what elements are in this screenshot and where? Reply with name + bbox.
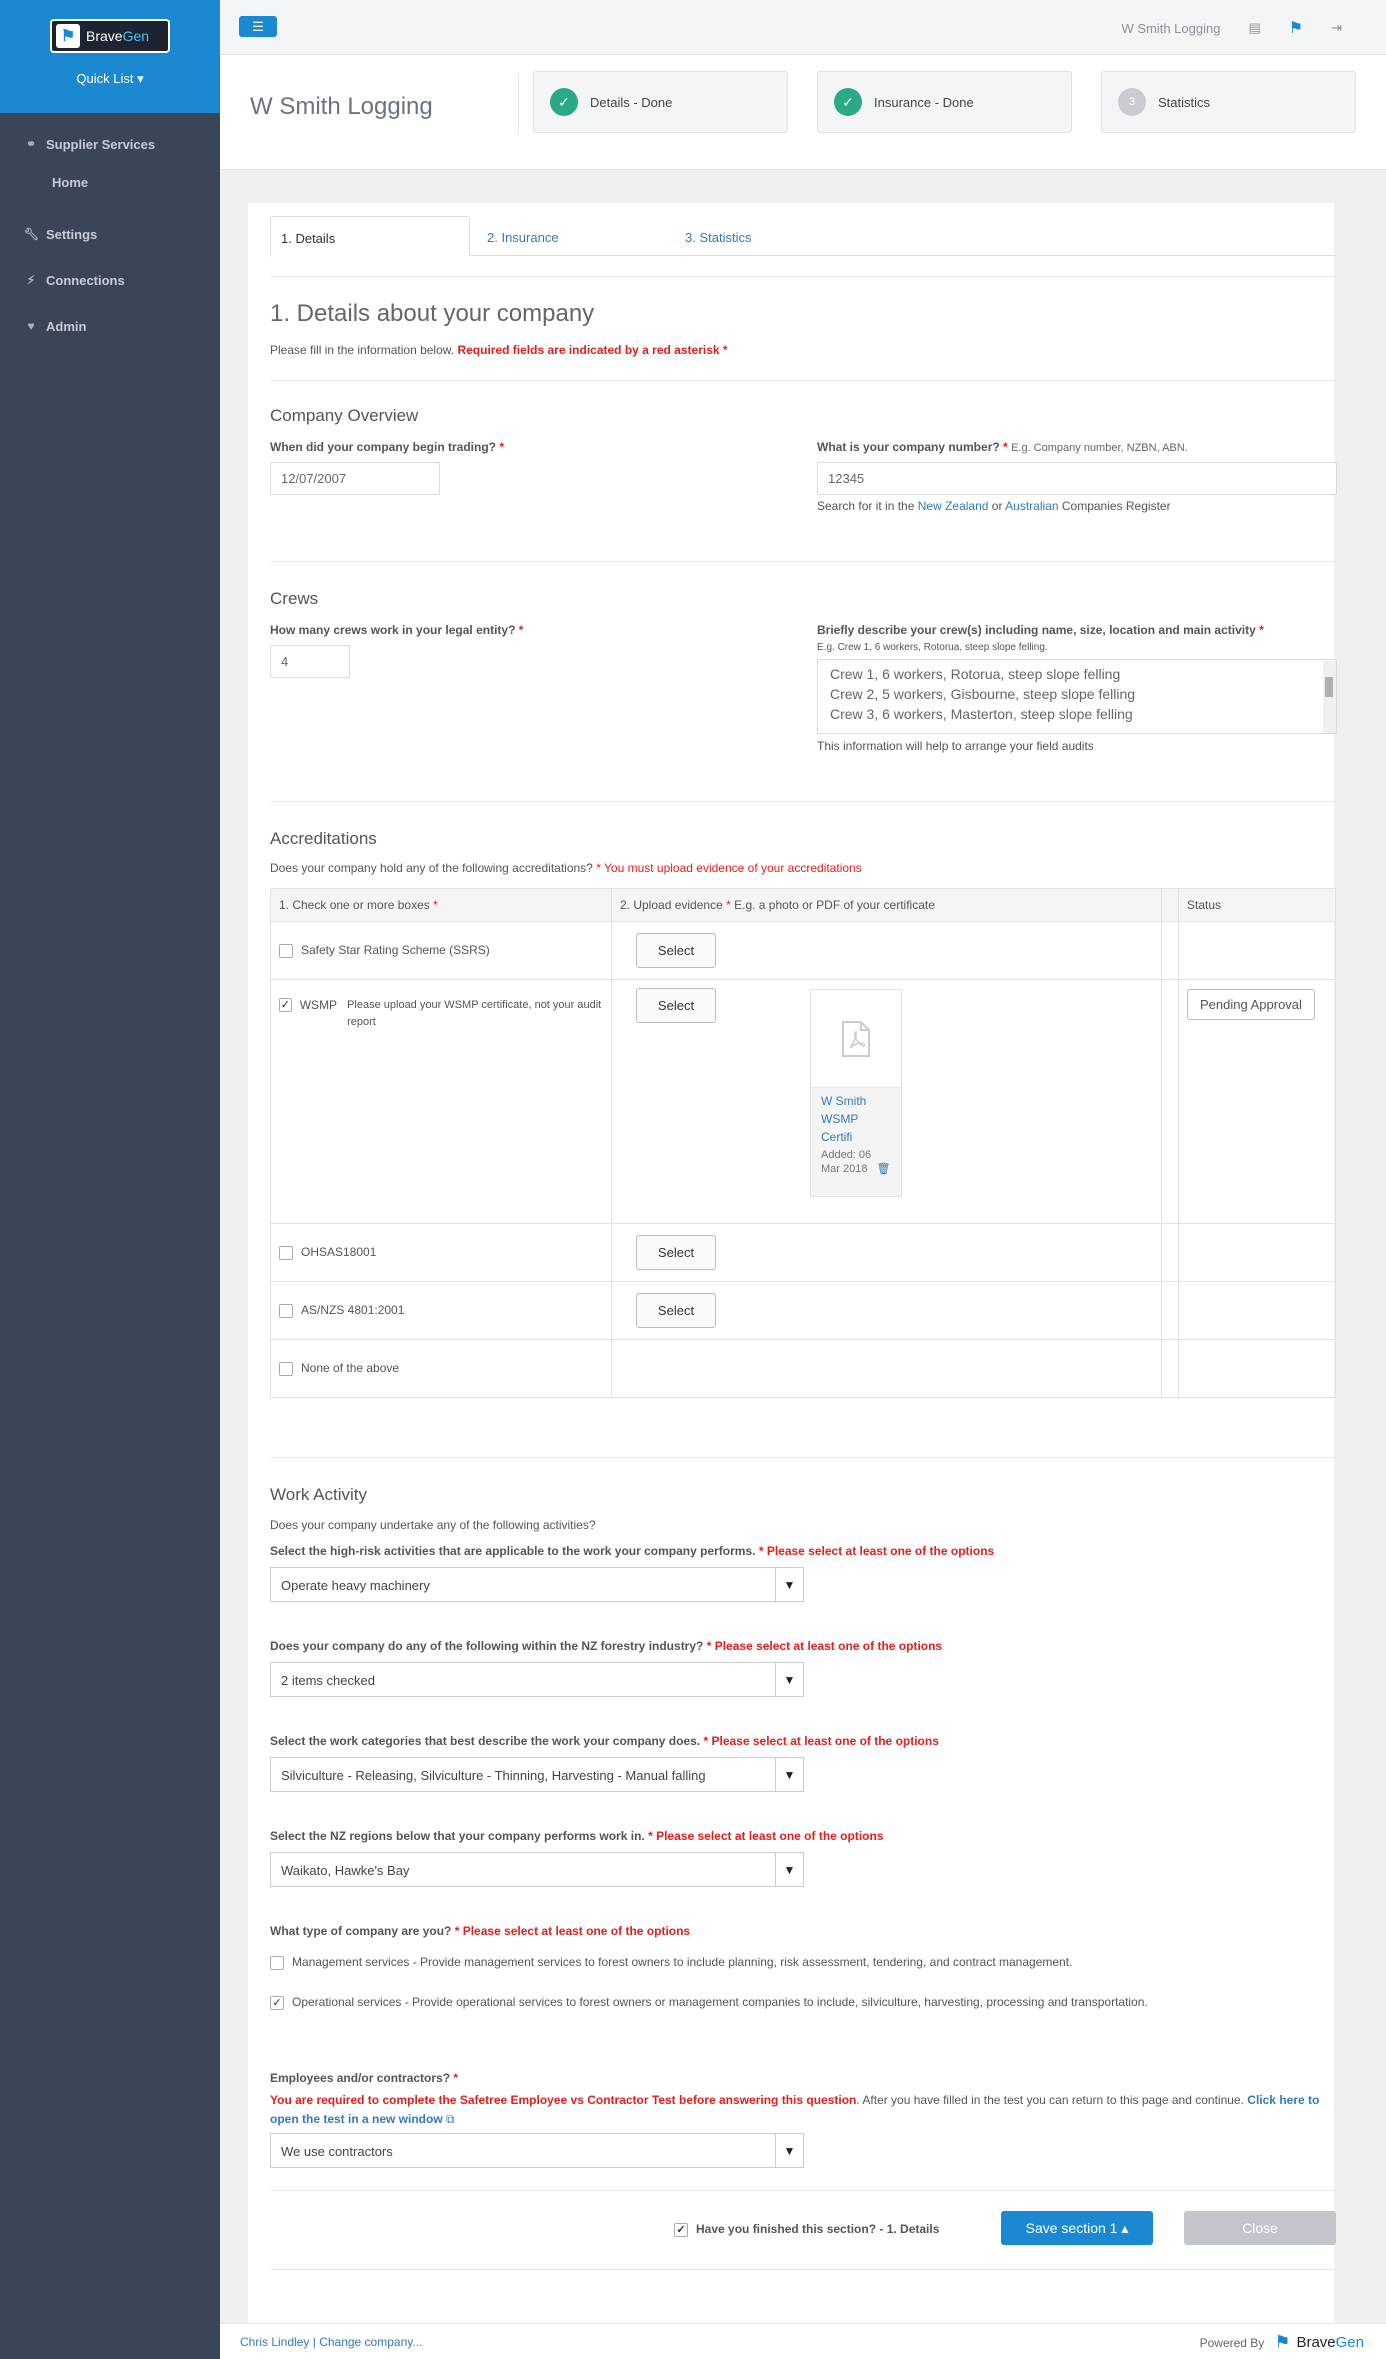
crews-heading: Crews: [270, 589, 319, 608]
none-of-above-checkbox[interactable]: [279, 1362, 293, 1376]
company-number-input[interactable]: 12345: [817, 462, 1337, 495]
employees-label: Employees and/or contractors?: [270, 2071, 451, 2085]
tab-bar: [270, 216, 1336, 256]
footer-brand-prefix: Brave: [1296, 2334, 1336, 2351]
work-activity-heading: Work Activity: [270, 1485, 367, 1504]
section-finished-label: Have you finished this section? - 1. Details: [696, 2222, 940, 2236]
quick-list-dropdown[interactable]: Quick List ▾: [76, 71, 144, 86]
accreditation-name: AS/NZS 4801:2001: [301, 1303, 405, 1318]
select-file-button[interactable]: Select: [636, 933, 716, 968]
accreditations-heading: Accreditations: [270, 829, 377, 848]
select-value: We use contractors: [281, 2144, 393, 2159]
required-asterisk: *: [1259, 623, 1264, 637]
new-zealand-link[interactable]: New Zealand: [917, 499, 989, 513]
regions-select[interactable]: [270, 1852, 804, 1887]
employee-test-warning: You are required to complete the Safetree Employee vs Contractor Test before answering this question: [270, 2093, 857, 2107]
employee-test-link[interactable]: Click here to open the test in a new window: [270, 2093, 1320, 2126]
logo-text-prefix: Brave: [86, 28, 123, 44]
accreditation-note: Please upload your WSMP certificate, not your audit report: [347, 999, 602, 1028]
regions-label: Select the NZ regions below that your company performs work in.: [270, 1829, 645, 1843]
required-note: * Please select at least one of the options: [703, 1734, 939, 1748]
dropdown-arrow-icon: ▼: [775, 1758, 803, 1791]
step-label: Insurance - Done: [874, 94, 974, 110]
bravegen-bird-icon[interactable]: ⚑: [1288, 20, 1304, 37]
ssrs-checkbox[interactable]: [279, 944, 293, 958]
accreditation-name: WSMP: [299, 998, 338, 1012]
step-statistics[interactable]: [1101, 71, 1356, 133]
company-name-link[interactable]: W Smith Logging: [1121, 20, 1221, 36]
crew-line: Crew 2, 5 workers, Gisbourne, steep slope felling: [830, 686, 1136, 702]
logo-text-suffix: Gen: [122, 28, 150, 44]
table-row: [271, 1282, 1336, 1340]
wrench-icon: 🔧︎: [24, 227, 40, 241]
search-or: or: [991, 499, 1003, 513]
accreditation-name: Safety Star Rating Scheme (SSRS): [301, 943, 490, 958]
footer-separator: |: [312, 2335, 316, 2349]
bravegen-bird-icon: ⚑: [1274, 2332, 1291, 2352]
dropdown-arrow-icon: ▼: [775, 1568, 803, 1601]
tab-insurance[interactable]: 2. Insurance: [487, 230, 559, 245]
accreditation-name: OHSAS18001: [301, 1245, 377, 1260]
work-intro: Does your company undertake any of the following activities?: [270, 1518, 596, 1532]
accreditation-required-note: * You must upload evidence of your accreditations: [596, 861, 862, 875]
menu-toggle-button[interactable]: [239, 16, 277, 37]
pdf-file-icon: [811, 990, 901, 1088]
trash-icon[interactable]: 🗑︎: [876, 1163, 891, 1175]
table-row: [271, 1340, 1336, 1398]
crew-count-label: How many crews work in your legal entity?: [270, 623, 516, 637]
current-user-link[interactable]: Chris Lindley: [240, 2335, 310, 2349]
column-hint: E.g. a photo or PDF of your certificate: [734, 898, 935, 912]
list-icon[interactable]: ▤: [1248, 20, 1261, 35]
required-asterisk: *: [499, 440, 505, 454]
pdf-icon: [841, 1020, 871, 1058]
table-row: [271, 980, 1336, 1224]
sidebar-item-label: Home: [52, 174, 89, 190]
required-asterisk: *: [1003, 440, 1008, 454]
file-name-line[interactable]: Certifi: [821, 1130, 853, 1144]
option-label: Management services - Provide management services to forest owners to include planning, risk assessment, tendering, and contract management.: [292, 1955, 1073, 1969]
sidebar-item-admin[interactable]: [0, 309, 220, 343]
accreditations-table: [270, 888, 1336, 1398]
crew-line: Crew 1, 6 workers, Rotorua, steep slope felling: [830, 666, 1121, 682]
ohsas-checkbox[interactable]: [279, 1246, 293, 1260]
file-name-line[interactable]: WSMP: [821, 1112, 859, 1126]
page-title: W Smith Logging: [250, 93, 433, 120]
high-risk-label: Select the high-risk activities that are applicable to the work your company performs.: [270, 1544, 756, 1558]
tab-statistics[interactable]: 3. Statistics: [685, 230, 752, 245]
trading-label: When did your company begin trading?: [270, 440, 497, 454]
accreditation-question: Does your company hold any of the following accreditations?: [270, 861, 593, 875]
divider: [270, 380, 1336, 381]
sidebar-item-supplier-services[interactable]: [0, 127, 220, 161]
sidebar-item-home[interactable]: [0, 165, 220, 199]
sidebar-item-label: Settings: [46, 226, 98, 242]
australian-link[interactable]: Australian: [1005, 499, 1059, 513]
company-number-hint: E.g. Company number, NZBN, ABN.: [1011, 442, 1188, 454]
required-note: * Please select at least one of the options: [706, 1639, 943, 1653]
divider: [270, 1457, 1336, 1458]
crew-line: Crew 3, 6 workers, Masterton, steep slope felling: [830, 706, 1133, 722]
heart-icon: ♥: [27, 319, 35, 333]
search-suffix: Companies Register: [1061, 499, 1171, 513]
status-badge: Pending Approval: [1187, 989, 1315, 1020]
top-bar: [220, 0, 1386, 55]
textarea-scrollbar[interactable]: [1323, 661, 1335, 733]
sidebar-item-label: Connections: [46, 272, 125, 288]
select-file-button[interactable]: Select: [636, 1293, 716, 1328]
column-header: Status: [1179, 889, 1336, 922]
table-row: [271, 922, 1336, 980]
sidebar-item-label: Supplier Services: [46, 136, 156, 152]
trading-date-input[interactable]: 12/07/2007: [270, 462, 440, 495]
header-divider: [518, 73, 519, 133]
select-value: 2 items checked: [281, 1673, 375, 1688]
file-added-date: Mar 2018: [821, 1163, 868, 1175]
accreditation-name: None of the above: [301, 1361, 400, 1376]
company-overview-heading: Company Overview: [270, 406, 419, 425]
hamburger-icon: ☰: [252, 18, 264, 34]
divider: [270, 801, 1336, 802]
divider: [270, 276, 1336, 277]
sidebar-item-connections[interactable]: [0, 263, 220, 297]
forestry-label: Does your company do any of the following within the NZ forestry industry?: [270, 1639, 704, 1653]
divider: [270, 2190, 1336, 2191]
file-added-date: Added: 06: [821, 1149, 872, 1161]
option-label: Operational services - Provide operational services to forest owners or management companies to include, silviculture, harvesting, processing and transportation.: [292, 1995, 1148, 2009]
required-asterisk: *: [453, 2071, 459, 2085]
company-number-label: What is your company number?: [817, 440, 1000, 454]
select-value: Operate heavy machinery: [281, 1578, 430, 1593]
bravegen-logo[interactable]: [50, 19, 170, 53]
sidebar-item-label: Admin: [46, 318, 87, 334]
step-insurance[interactable]: [817, 71, 1072, 133]
select-file-button[interactable]: Select: [636, 988, 716, 1023]
dropdown-arrow-icon: ▼: [775, 1853, 803, 1886]
operational-services-checkbox[interactable]: ✓: [270, 1996, 284, 2010]
tab-details[interactable]: 1. Details: [270, 216, 470, 257]
required-note: * Please select at least one of the options: [454, 1924, 691, 1938]
section-heading: 1. Details about your company: [270, 300, 595, 327]
step-label: Statistics: [1158, 94, 1211, 110]
required-note: * Please select at least one of the options: [758, 1544, 995, 1558]
step-details[interactable]: [533, 71, 788, 133]
wsmp-checkbox[interactable]: ✓: [280, 999, 290, 1011]
work-categories-select[interactable]: [270, 1757, 804, 1792]
plug-icon: ⚡︎: [26, 273, 36, 287]
sidebar-item-settings[interactable]: [0, 217, 220, 251]
sidebar-nav: [0, 113, 220, 343]
table-header-row: 1. Check one or more boxes * 2. Upload evidence * E.g. a photo or PDF of your certificate Status: [271, 889, 1336, 922]
change-company-link[interactable]: Change company...: [319, 2335, 423, 2349]
search-prefix: Search for it in the: [817, 499, 915, 513]
forestry-select[interactable]: [270, 1662, 804, 1697]
column-header: 2. Upload evidence: [620, 898, 723, 912]
select-value: Silviculture - Releasing, Silviculture - Thinning, Harvesting - Manual falling: [281, 1768, 706, 1783]
sidebar: [0, 0, 220, 2359]
file-name-line[interactable]: W Smith: [821, 1094, 867, 1108]
check-icon: ✓: [834, 88, 862, 116]
sidebar-header: [0, 0, 220, 113]
required-note: * Please select at least one of the options: [648, 1829, 884, 1843]
high-risk-select[interactable]: [270, 1567, 804, 1602]
employees-select[interactable]: [270, 2133, 804, 2168]
check-icon: ✓: [550, 88, 578, 116]
company-type-label: What type of company are you?: [270, 1924, 452, 1938]
section-finished-checkbox[interactable]: ✓: [674, 2223, 688, 2237]
intro-text: Please fill in the information below.: [270, 343, 455, 357]
crew-help-text: This information will help to arrange your field audits: [817, 739, 1094, 753]
management-services-checkbox[interactable]: [270, 1956, 284, 1970]
required-note: Required fields are indicated by a red asterisk *: [457, 343, 728, 357]
column-header: 1. Check one or more boxes: [279, 898, 430, 912]
footer: [220, 2323, 1386, 2359]
form-panel: [248, 203, 1334, 2323]
handshake-icon: ⚭: [25, 137, 37, 151]
close-button[interactable]: Close: [1184, 2211, 1336, 2245]
divider: [270, 2269, 1336, 2270]
crew-describe-hint: E.g. Crew 1, 6 workers, Rotorua, steep slope felling.: [817, 642, 1048, 653]
employee-test-after: . After you have filled in the test you can return to this page and continue.: [856, 2093, 1244, 2107]
powered-by-label: Powered By: [1199, 2335, 1265, 2350]
select-file-button[interactable]: Select: [636, 1235, 716, 1270]
divider: [270, 561, 1336, 562]
dropdown-arrow-icon: ▼: [775, 1663, 803, 1696]
footer-brand-suffix: Gen: [1335, 2334, 1364, 2351]
logout-icon[interactable]: ⇥: [1331, 20, 1342, 35]
page-header: [220, 55, 1386, 170]
select-value: Waikato, Hawke's Bay: [281, 1863, 410, 1878]
scrollbar-thumb[interactable]: [1325, 677, 1333, 697]
work-categories-label: Select the work categories that best describe the work your company does.: [270, 1734, 701, 1748]
crew-describe-label: Briefly describe your crew(s) including name, size, location and main activity: [817, 623, 1256, 637]
step-label: Details - Done: [590, 94, 673, 110]
asnzs-checkbox[interactable]: [279, 1304, 293, 1318]
table-row: [271, 1224, 1336, 1282]
bravegen-logo-icon: ⚑: [56, 24, 80, 48]
save-section-button[interactable]: Save section 1 ▴: [1001, 2211, 1153, 2245]
external-link-icon[interactable]: ⧉: [446, 2112, 455, 2126]
step-number: 3: [1118, 88, 1146, 116]
crew-count-input[interactable]: 4: [270, 645, 350, 678]
required-asterisk: *: [518, 623, 524, 637]
dropdown-arrow-icon: ▼: [775, 2134, 803, 2167]
crew-description-textarea[interactable]: [817, 659, 1337, 734]
uploaded-file-card[interactable]: [810, 989, 902, 1197]
